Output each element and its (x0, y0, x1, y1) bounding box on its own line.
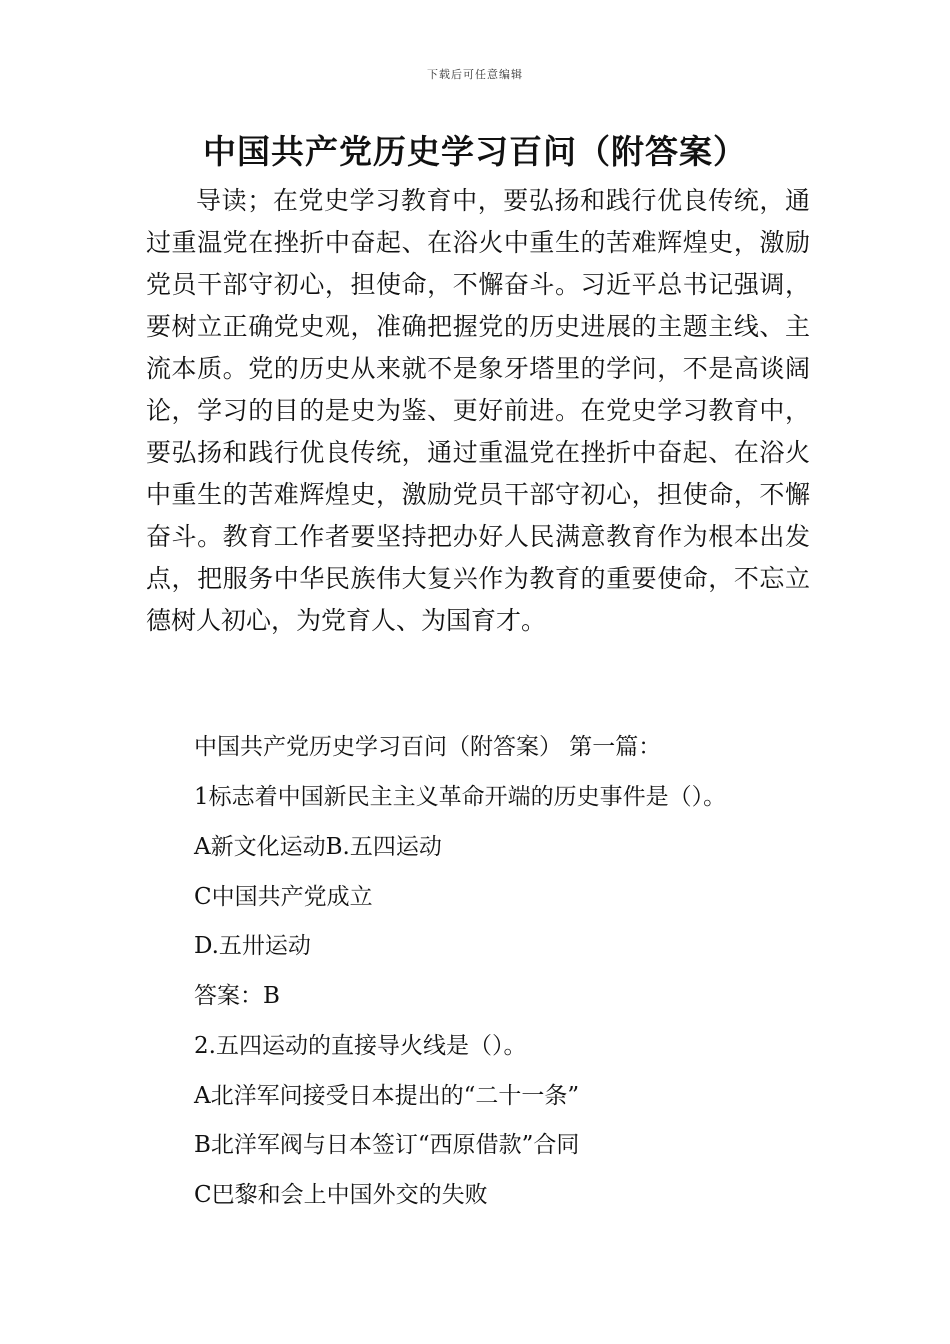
question-1-option-c: C中国共产党成立 (194, 884, 373, 910)
question-2-option-a: A北洋军问接受日本提出的“二十一条” (194, 1083, 580, 1109)
question-2: 2.五四运动的直接导火线是（）。 (194, 1033, 527, 1059)
question-1-answer: 答案：B (194, 983, 280, 1009)
document-title: 中国共产党历史学习百问（附答案） (203, 132, 747, 171)
question-1-option-d: D.五卅运动 (194, 933, 311, 959)
question-1: 1标志着中国新民主主义革命开端的历史事件是（）。 (194, 784, 727, 810)
section-heading: 中国共产党历史学习百问（附答案） 第一篇： (194, 734, 662, 760)
header-note: 下载后可任意编辑 (427, 68, 523, 81)
question-2-option-b: B北洋军阀与日本签订“西原借款”合同 (194, 1132, 580, 1158)
question-2-option-c: C巴黎和会上中国外交的失败 (194, 1182, 488, 1208)
intro-paragraph: 导读；在党史学习教育中，要弘扬和践行优良传统，通过重温党在挫折中奋起、在浴火中重生的苦难辉煌史，激励党员干部守初心，担使命，不懈奋斗。习近平总书记强调，要树立正确党史观，准确把握党的历史进展的主题主线、主流本质。党的历史从来就不是象牙塔里的学问，不是高谈阔论，学习的目的是史为鉴、更好前进。在党史学习教育中，要弘扬和践行优良传统，通过重温党在挫折中奋起、在浴火中重生的苦难辉煌史，激励党员干部守初心，担使命，不懈奋斗。教育工作者要坚持把办好人民满意教育作为根本出发点，把服务中华民族伟大复兴作为教育的重要使命，不忘立德树人初心，为党育人、为国育才。 (146, 186, 810, 635)
question-1-option-ab: A新文化运动B.五四运动 (194, 834, 442, 860)
